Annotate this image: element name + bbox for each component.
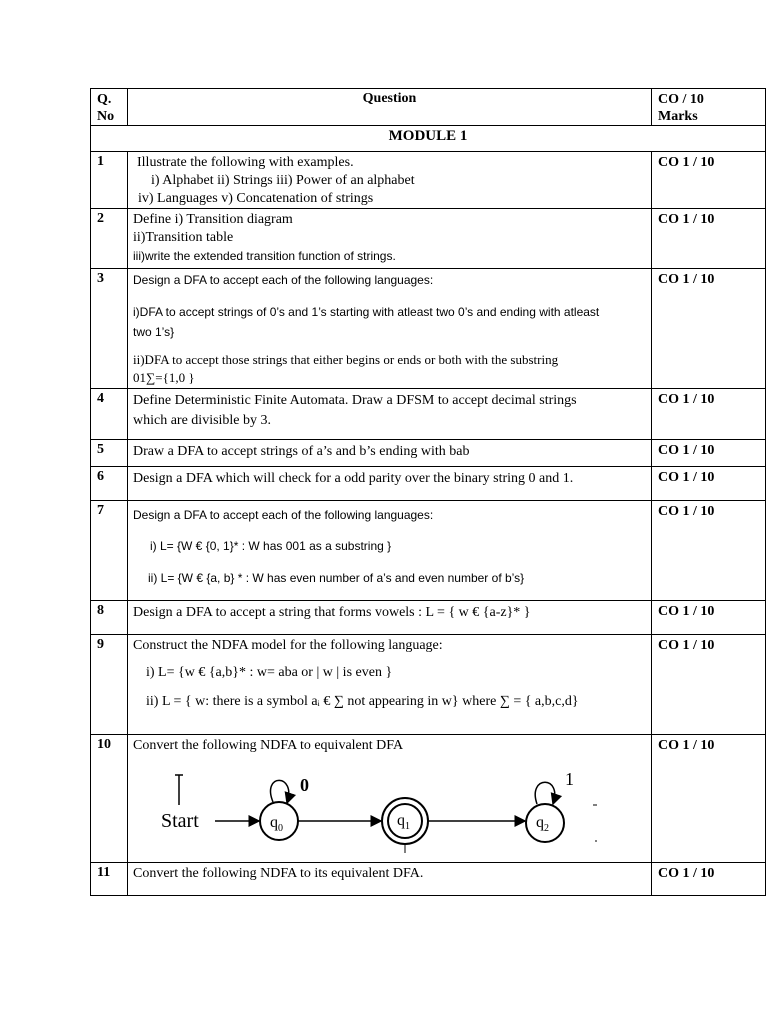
question-line: Define i) Transition diagram — [133, 212, 293, 227]
co-marks: CO 1 / 10 — [652, 209, 766, 269]
module-row — [91, 126, 766, 152]
question-line: ii)Transition table — [133, 230, 234, 245]
question-number: 7 — [91, 501, 128, 601]
co-marks: CO 1 / 10 — [652, 635, 766, 735]
question-number: 10 — [91, 735, 128, 863]
question-text — [128, 269, 652, 389]
co-marks: CO 1 / 10 — [652, 389, 766, 440]
question-row — [91, 635, 766, 735]
question-line: Draw a DFA to accept strings of a’s and b’s ending with bab — [133, 444, 470, 459]
co-marks-header: CO / 10 Marks — [652, 89, 766, 126]
question-line: which are divisible by 3. — [133, 413, 272, 428]
state-q0-label: $q_0$ — [270, 814, 283, 834]
question-text — [128, 467, 652, 501]
ndfa-diagram — [133, 759, 603, 855]
question-line: iii)write the extended transition function of strings. — [133, 249, 396, 263]
question-line: iv) Languages v) Concatenation of strings — [138, 191, 374, 206]
question-row — [91, 440, 766, 467]
question-number: 3 — [91, 269, 128, 389]
question-row — [91, 389, 766, 440]
loop-label-0: 0 — [300, 775, 309, 795]
self-loop-q2 — [535, 782, 555, 804]
question-line: Design a DFA which will check for a odd parity over the binary string 0 and 1. — [133, 471, 574, 486]
question-text — [128, 635, 652, 735]
question-line: Convert the following NDFA to equivalent DFA — [133, 738, 404, 753]
question-line: ii) L = { w: there is a symbol aᵢ € ∑ not appearing in w} where ∑ = { a,b,c,d} — [146, 694, 579, 709]
question-number: 6 — [91, 467, 128, 501]
question-text — [128, 209, 652, 269]
qno-header: Q. No — [91, 89, 128, 126]
question-line: 01∑={1,0 } — [133, 370, 195, 385]
question-row — [91, 467, 766, 501]
question-row — [91, 209, 766, 269]
co-marks: CO 1 / 10 — [652, 501, 766, 601]
state-q2-label: $q_2$ — [536, 814, 549, 834]
question-number: 2 — [91, 209, 128, 269]
co-marks: CO 1 / 10 — [652, 735, 766, 863]
question-line: i) Alphabet ii) Strings iii) Power of an alphabet — [151, 173, 415, 188]
question-number: 4 — [91, 389, 128, 440]
table-header-row — [91, 89, 766, 126]
question-line: Convert the following NDFA to its equivalent DFA. — [133, 866, 424, 881]
co-marks: CO 1 / 10 — [652, 152, 766, 209]
question-row — [91, 863, 766, 896]
start-label: Start — [161, 810, 199, 832]
question-line: i) L= {w € {a,b}* : w= aba or | w | is even } — [146, 665, 393, 680]
question-header: Question — [128, 89, 652, 126]
question-row — [91, 501, 766, 601]
question-number: 1 — [91, 152, 128, 209]
question-number: 11 — [91, 863, 128, 896]
module-title: MODULE 1 — [91, 126, 766, 152]
state-q0 — [260, 802, 298, 840]
question-number: 9 — [91, 635, 128, 735]
question-row — [91, 735, 766, 863]
question-text — [128, 501, 652, 601]
question-line: Design a DFA to accept a string that forms vowels : L = { w € {a-z}* } — [133, 605, 531, 620]
question-number: 8 — [91, 601, 128, 635]
question-row — [91, 269, 766, 389]
question-text — [128, 601, 652, 635]
co-marks: CO 1 / 10 — [652, 467, 766, 501]
question-line: two 1’s} — [133, 325, 175, 339]
question-line: i) L= {W € {0, 1}* : W has 001 as a substring } — [150, 539, 392, 553]
question-text — [128, 440, 652, 467]
question-line: ii) L= {W € {a, b} * : W has even number of a’s and even number of b’s} — [148, 571, 525, 585]
question-row — [91, 601, 766, 635]
self-loop-q0 — [271, 780, 289, 803]
question-line: ii)DFA to accept those strings that either begins or ends or both with the substring — [133, 352, 559, 367]
question-number: 5 — [91, 440, 128, 467]
question-text — [128, 152, 652, 209]
question-text — [128, 863, 652, 896]
question-line: i)DFA to accept strings of 0’s and 1’s starting with atleast two 0’s and ending with atleast — [133, 305, 600, 319]
question-text — [128, 389, 652, 440]
co-marks: CO 1 / 10 — [652, 440, 766, 467]
state-q1-label: $q_1$ — [397, 812, 410, 832]
question-line: Define Deterministic Finite Automata. Draw a DFSM to accept decimal strings — [133, 393, 577, 408]
question-line: Illustrate the following with examples. — [137, 155, 354, 170]
co-marks: CO 1 / 10 — [652, 269, 766, 389]
question-row — [91, 152, 766, 209]
co-marks: CO 1 / 10 — [652, 601, 766, 635]
loop-label-1: 1 — [565, 769, 574, 789]
question-line: Construct the NDFA model for the following language: — [133, 638, 443, 653]
question-text — [128, 735, 652, 863]
question-paper-table — [90, 88, 766, 896]
co-marks: CO 1 / 10 — [652, 863, 766, 896]
question-line: Design a DFA to accept each of the following languages: — [133, 508, 434, 522]
question-line: Design a DFA to accept each of the following languages: — [133, 273, 434, 287]
